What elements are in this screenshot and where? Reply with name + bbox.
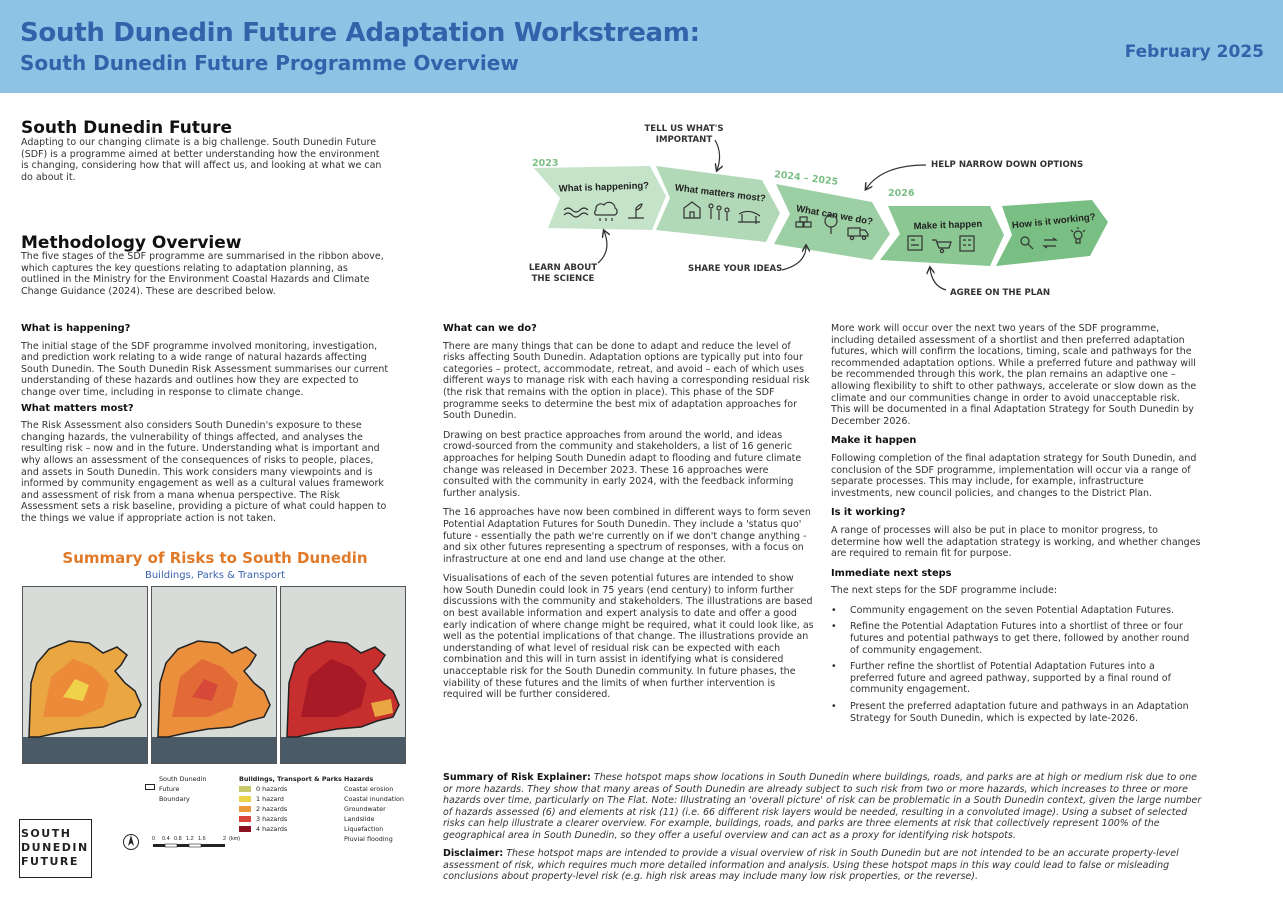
year-2023: 2023 bbox=[532, 158, 559, 169]
risk-summary-subtitle: Buildings, Parks & Transport bbox=[144, 570, 286, 581]
callout-arrow-learn bbox=[598, 231, 607, 263]
risk-map-1 bbox=[22, 586, 148, 764]
legend-levels: Buildings, Transport & Parks 0 hazards 1 hazard 2 hazards 3 hazards 4 hazards bbox=[239, 775, 342, 833]
callout-agree-plan: AGREE ON THE PLAN bbox=[950, 288, 1051, 298]
callout-learn-science: LEARN ABOUT THE SCIENCE bbox=[528, 263, 598, 284]
svg-text:1.2: 1.2 bbox=[186, 836, 194, 842]
year-2026: 2026 bbox=[888, 188, 915, 199]
text-what-can-we-do-2: Drawing on best practice approaches from around the world, and ideas crowd-sourced from the community and stakeholders, a list of 16 generic approaches for helping South Dunedin adapt to flooding and future climate change was released in December 2023. These 16 approaches were consulted with the community in early 2024, with the feedback informing further analysis. bbox=[443, 429, 802, 499]
disclaimer-label: Disclaimer: bbox=[443, 848, 504, 859]
column-1 bbox=[21, 323, 389, 533]
stage-2-title: What matters most? bbox=[674, 182, 767, 205]
map-graphic bbox=[152, 587, 277, 764]
svg-text:2: 2 bbox=[223, 836, 227, 842]
list-item: • Further refine the shortlist of Potential Adaptation Futures into a preferred future and agreed pathway, supported by a final round of community engagement. bbox=[831, 661, 1201, 696]
text-what-can-we-do-3: The 16 approaches have now been combined in different ways to form seven Potential Adaptation Futures for South Dunedin. They include a 'status quo' future - essentially the path we're currently on if we don't change anything - and six other futures representing a spectrum of responses, with a focus on infrastructure at one end and land use change at the other. bbox=[443, 507, 811, 565]
header-banner bbox=[0, 0, 1283, 93]
callout-arrow-agree bbox=[930, 268, 946, 290]
stage-3-title: What can we do? bbox=[795, 203, 874, 228]
heading-what-is-happening: What is happening? bbox=[21, 323, 131, 334]
heading-what-can-we-do: What can we do? bbox=[443, 323, 537, 334]
next-steps-list bbox=[831, 605, 1201, 724]
text-more-work: More work will occur over the next two years of the SDF programme, including detailed assessment of a shortlist and then preferred adaptation futures, which will confirm the locations, timing, scale and pathways for the recommended adaptation options. While a preferred future and pathway will be recommended through this work, the plan remains an adaptive one – allowing flexibility to shift to other pathways, accelerate or slow down as the climate and our communities change in order to avoid unacceptable risk. This will be documented in a final Adaptation Strategy for South Dunedin by December 2026. bbox=[831, 323, 1197, 427]
stage-5-title: How is it working? bbox=[1011, 211, 1097, 232]
south-dunedin-future-logo: SOUTH DUNEDIN FUTURE bbox=[19, 819, 92, 878]
explainer-label: Summary of Risk Explainer: bbox=[443, 772, 591, 783]
map-graphic bbox=[23, 587, 148, 764]
page-title: South Dunedin Future Adaptation Workstream: bbox=[20, 18, 700, 48]
list-item: • Community engagement on the seven Potential Adaptation Futures. bbox=[831, 605, 1201, 617]
callout-arrow-narrow bbox=[866, 165, 926, 189]
column-2 bbox=[443, 323, 815, 709]
text-next-steps: The next steps for the SDF programme include: bbox=[831, 585, 1058, 597]
risk-map-3 bbox=[280, 586, 406, 764]
stage-1-title: What is happening? bbox=[558, 180, 650, 195]
map-graphic bbox=[281, 587, 406, 764]
year-2024-2025: 2024 – 2025 bbox=[773, 169, 839, 188]
text-what-can-we-do-1: There are many things that can be done to adapt and reduce the level of risks affecting South Dunedin. Adaptation options are typically put into four categories – protect, accommodate, retreat, and avoid – each of which uses different ways to manage risk with each having a corresponding residual risk (the risk that remains with the option in place). This phase of the SDF programme seeks to determine the best mix of adaptation approaches for South Dunedin. bbox=[443, 340, 810, 422]
legend-swatch bbox=[239, 796, 251, 802]
text-what-matters-most: The Risk Assessment also considers South Dunedin's exposure to these changing hazards, the vulnerability of things affected, and analyses the resulting risk – now and in the future. Understanding what is important and why allows an assessment of the consequences of risks to people, places, and assets in South Dunedin. This work considers many viewpoints and is informed by community engagement as well as a cultural values framework and assessment of risk from a mana whenua perspective. The Risk Assessment sets a risk baseline, providing a picture of what could happen to the things we value if appropriate action is not taken. bbox=[21, 420, 387, 524]
svg-text:0.4: 0.4 bbox=[162, 836, 170, 842]
callout-share-ideas: SHARE YOUR IDEAS bbox=[688, 264, 783, 274]
text-what-can-we-do-4: Visualisations of each of the seven potential futures are intended to show how South Dunedin could look in 75 years (end century) to inform further discussions with the community and stakeholders. The illustrations are based on best available information and expert analysis to date and offer a good early indication of where change might be required, what it could look like, as well as the potential implications of that change. The illustrations provide an understanding of what level of residual risk can be expected with each combination and this will in turn assist in identifying what is considered unacceptable risk for the South Dunedin community. In future phases, the viability of these futures and the limits of when further intervention is required will be further considered. bbox=[443, 573, 814, 701]
list-item: • Present the preferred adaptation future and pathways in an Adaptation Strategy for South Dunedin, which is expected by late-2026. bbox=[831, 701, 1201, 724]
ribbon-graphic bbox=[528, 118, 1118, 306]
stage-4-title: Make it happen bbox=[913, 218, 983, 233]
risk-map-2 bbox=[151, 586, 277, 764]
heading-what-matters-most: What matters most? bbox=[21, 402, 134, 414]
stage-4-shape bbox=[880, 206, 1004, 266]
callout-narrow-options: HELP NARROW DOWN OPTIONS bbox=[931, 160, 1084, 170]
legend-boundary: South Dunedin Future Boundary bbox=[145, 774, 206, 804]
programme-ribbon bbox=[528, 118, 1118, 306]
heading-make-it-happen: Make it happen bbox=[831, 435, 917, 447]
boundary-swatch bbox=[145, 784, 155, 790]
methodology-text: The five stages of the SDF programme are summarised in the ribbon above, which captures the key questions relating to adaptation planning, as outlined in the Ministry for the Environment Coastal Hazards and Climate Change Guidance (2024). These are described below. bbox=[21, 251, 384, 297]
legend-swatch bbox=[239, 786, 251, 792]
text-is-it-working: A range of processes will also be put in place to monitor progress, to determine how well the adaptation strategy is working, and whether changes are required to remain fit for purpose. bbox=[831, 524, 1201, 560]
north-arrow-and-scale bbox=[123, 830, 243, 854]
legend-hazards: Hazards Coastal erosion Coastal inundation Groundwater Landslide Liquefaction Pluvial flooding bbox=[344, 775, 404, 843]
risk-summary-title: Summary of Risks to South Dunedin bbox=[62, 549, 368, 567]
callout-arrow-share bbox=[782, 246, 806, 270]
intro-heading: South Dunedin Future bbox=[21, 118, 233, 138]
svg-text:(km): (km) bbox=[229, 836, 240, 842]
text-make-it-happen: Following completion of the final adaptation strategy for South Dunedin, and conclusion of the SDF programme, implementation will occur via a range of separate processes. This may include, for example, infrastructure investments, new council policies, and changes to the District Plan. bbox=[831, 452, 1197, 499]
svg-text:0.8: 0.8 bbox=[174, 836, 182, 842]
svg-text:1.6: 1.6 bbox=[198, 836, 206, 842]
methodology-heading: Methodology Overview bbox=[21, 233, 242, 253]
risk-summary-header bbox=[22, 549, 408, 581]
disclaimer-text: These hotspot maps are intended to provide a visual overview of risk in South Dunedin but are not intended to be an accurate property-level assessment of risk, which requires much more detailed information and analysis. Using these hotspot maps in this way could lead to false or misleading conclusions about property-level risk (e.g. high risk areas may include many low risk properties, or the reverse). bbox=[443, 848, 1179, 883]
heading-is-it-working: Is it working? bbox=[831, 507, 906, 519]
svg-text:0: 0 bbox=[152, 836, 156, 842]
publication-date: February 2025 bbox=[1124, 42, 1264, 62]
disclaimer bbox=[443, 848, 1203, 883]
text-what-is-happening: The initial stage of the SDF programme involved monitoring, investigation, and prediction work relating to a wide range of natural hazards affecting South Dunedin. The South Dunedin Risk Assessment summarises our current understanding of these hazards and outlines how they are expected to change over time, including in response to climate change. bbox=[21, 340, 389, 398]
callout-tell-us: TELL US WHAT'S IMPORTANT bbox=[644, 124, 724, 145]
risk-explainer bbox=[443, 772, 1203, 842]
legend-swatch bbox=[239, 806, 251, 812]
column-3 bbox=[831, 323, 1201, 729]
explainer-text: These hotspot maps show locations in South Dunedin where buildings, roads, and parks are at high or medium risk due to one or more hazards. They show that many areas of South Dunedin are already subject to such risk from two or more hazards, which increases to three or more hazards over time, particularly on The Flat. Note: Illustrating an 'overall picture' of risk can be problematic in a South Dunedin context, given the large number of hazards assessed (6) and elements at risk (11) (i.e. 66 different risk layers would be needed, resulting in a convoluted image). Using a subset of selected risks can help illustrate a clearer overview. For example, buildings, roads, and parks are three elements at risk that collectively represent 100% of the geographical area in South Dunedin, so they offer a useful overview and can act as a proxy for identifying risk hotspots. bbox=[443, 772, 1202, 841]
risk-maps bbox=[22, 586, 408, 764]
intro-text: Adapting to our changing climate is a big challenge. South Dunedin Future (SDF) is a programme aimed at better understanding how the environment is changing, considering how that will affect us, and looking at what we can do about it. bbox=[21, 137, 382, 183]
stage-5-shape bbox=[996, 200, 1108, 266]
list-item: • Refine the Potential Adaptation Futures into a shortlist of three or four futures and potential pathways to get there, followed by another round of community engagement. bbox=[831, 621, 1201, 656]
heading-next-steps: Immediate next steps bbox=[831, 567, 952, 579]
page-subtitle: South Dunedin Future Programme Overview bbox=[20, 51, 519, 75]
legend-swatch bbox=[239, 816, 251, 822]
